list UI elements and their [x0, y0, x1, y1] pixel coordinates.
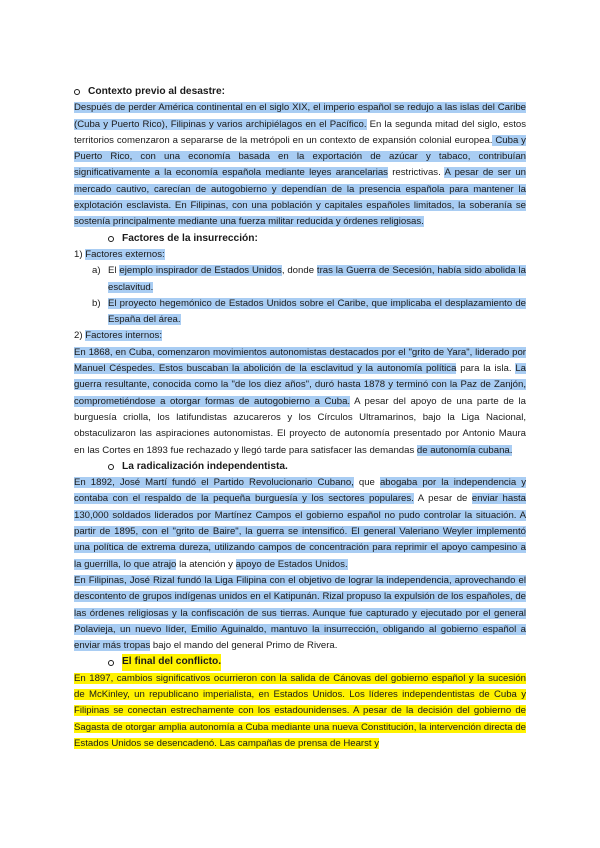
list-item-a: a) El ejemplo inspirador de Estados Unidos, donde tras la Guerra de Secesión, había sido abolida la esclavitud. — [92, 265, 526, 293]
heading-contexto: Contexto previo al desastre: — [74, 84, 526, 100]
heading-radicalizacion: La radicalización independentista. — [74, 459, 526, 475]
circle-bullet-icon — [74, 89, 80, 95]
paragraph-final: En 1897, cambios significativos ocurrieron con la salida de Cánovas del gobierno español y la sucesión de McKinley, un republicano imperialista, en Estados Unidos. Los líderes independentistas de Cuba y Filipinas se conectan estrechamente con los estadounidenses. A pesar de la decisión del gobierno de Sagasta de otorgar amplia autonomía a Cuba mediante una nueva Constitución, la intervención directa de Estados Unidos se desencadenó. Las campañas de prensa de Hearst y — [74, 672, 526, 749]
circle-bullet-icon — [108, 236, 114, 242]
paragraph-radicalizacion: En 1892, José Martí fundó el Partido Revolucionario Cubano, que abogaba por la independencia y contaba con el respaldo de la pequeña burguesía y los sectores populares. A pesar de enviar hasta 130,000 soldados liderados por Martínez Campos el gobierno español no pudo controlar la situación. A partir de 1895, con el "grito de Baire", la guerra se intensificó. El general Valeriano Weyler implementó una política de extrema dureza, utilizando campos de concentración para reprimir el apoyo campesino a la guerrilla, lo que atrajo la atención y apoyo de Estados Unidos. — [74, 477, 527, 570]
document-body — [74, 84, 526, 752]
circle-bullet-icon — [108, 660, 114, 666]
paragraph-internos: En 1868, en Cuba, comenzaron movimientos autonomistas destacados por el "grito de Yara", liderado por Manuel Céspedes. Estos buscaban la abolición de la esclavitud y la autonomía política para la isla. La guerra resultante, conocida como la "de los diez años", duró hasta 1878 y terminó con la Paz de Zanjón, comprometiéndose a otorgar formas de autogobierno a Cuba. A pesar del apoyo de una parte de la burguesía criolla, los latifundistas azucareros y los Círculos Ultramarinos, bajo la Liga Nacional, obstaculizaron las aspiraciones autonomistas. El proyecto de autonomía presentado por Antonio Maura en las Cortes en 1893 fue rechazado y llegó tarde para satisfacer las demandas de autonomía cubana. — [74, 346, 527, 456]
paragraph-filipinas: En Filipinas, José Rizal fundó la Liga Filipina con el objetivo de lograr la independencia, aprovechando el descontento de grupos indígenas unidos en el Katipunán. Rizal propuso la expulsión de los españoles, de las órdenes religiosas y la confiscación de sus tierras. Aunque fue capturado y ejecutado por el general Polavieja, un nuevo líder, Emilio Aguinaldo, mantuvo la insurrección, obligando al gobierno español a enviar más tropas bajo el mando del general Primo de Rivera. — [74, 574, 526, 652]
paragraph-contexto: Después de perder América continental en el siglo XIX, el imperio español se redujo a las islas del Caribe (Cuba y Puerto Rico), Filipinas y varios archipiélagos en el Pacífico. En la segunda mitad del siglo, estos territorios comenzaron a separarse de la metrópoli en un contexto de expansión colonial europea. Cuba y Puerto Rico, con una economía basada en la exportación de azúcar y tabaco, contribuían significativamente a la economía española mediante leyes arancelarias restrictivas. A pesar de ser un mercado cautivo, carecían de autogobierno y dependían de la presencia española para mantener la explotación esclavista. En Filipinas, con una población y capitales españoles limitados, la soberanía se sostenía principalmente mediante una fuerza militar reducida y órdenes religiosas. — [74, 102, 526, 228]
subheading-externos: 1) Factores externos: — [74, 248, 165, 260]
heading-final: El final del conflicto. — [74, 654, 526, 670]
circle-bullet-icon — [108, 464, 114, 470]
heading-factores: Factores de la insurrección: — [74, 231, 526, 247]
list-item-b: b) El proyecto hegemónico de Estados Unidos sobre el Caribe, que implicaba el desplazamiento de España del área. — [92, 297, 526, 326]
subheading-internos: 2) Factores internos: — [74, 330, 162, 342]
